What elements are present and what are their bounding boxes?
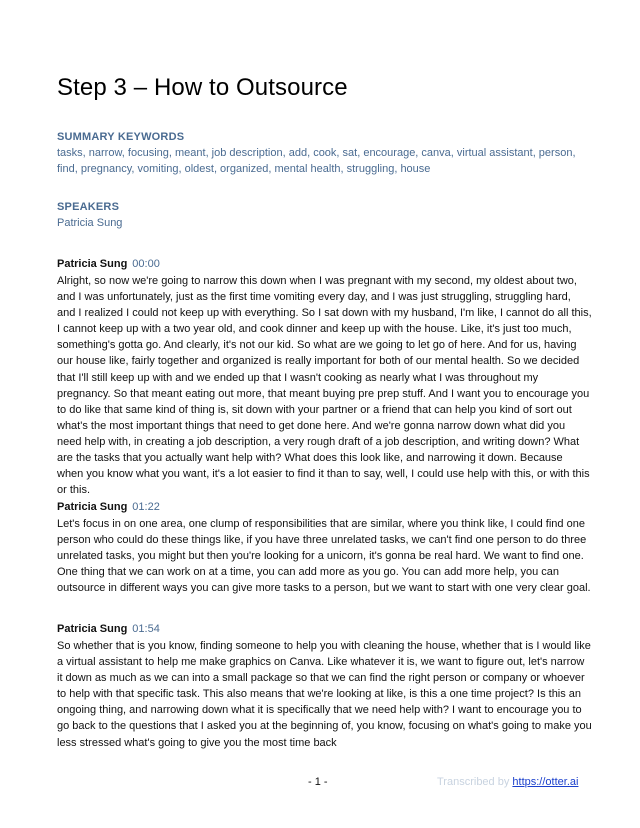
speaker-name: Patricia Sung bbox=[57, 501, 128, 513]
timestamp[interactable]: 00:00 bbox=[132, 258, 160, 270]
summary-keywords-section bbox=[57, 131, 587, 177]
timestamp[interactable]: 01:22 bbox=[132, 501, 160, 513]
transcription-credit bbox=[437, 776, 578, 788]
speakers-list: Patricia Sung bbox=[57, 217, 123, 229]
transcript-turn bbox=[57, 621, 592, 751]
page-footer bbox=[0, 776, 640, 792]
transcript-turn bbox=[57, 256, 592, 498]
summary-keywords-label: SUMMARY KEYWORDS bbox=[57, 131, 185, 143]
transcript-turn bbox=[57, 499, 592, 596]
credit-prefix: Transcribed by bbox=[437, 776, 510, 788]
summary-keywords-list: tasks, narrow, focusing, meant, job description, add, cook, sat, encourage, canva, virtual assistant, person, find, pregnancy, vomiting, oldest, organized, mental health, struggling, house bbox=[57, 147, 576, 175]
speakers-label: SPEAKERS bbox=[57, 201, 120, 213]
turn-text: Alright, so now we're going to narrow this down when I was pregnant with my second, my oldest about two, and I was unfortunately, just as the first time vomiting every day, and I was just struggling, struggling hard, and I realized I could not keep up with everything. So I sat down with my husband, I'm like, I cannot do all this, I cannot keep up with a two year old, and cook dinner and keep up with the house. Like, it's just too much, something's gotta go. And clearly, it's not our kid. So what are we going to let go of here. And for us, having our house like, fairly together and organized is really important for both of our mental health. So we decided that I'll still keep up with and we ended up that I wasn't cooking as nearly what I was throughout my pregnancy. So that meant eating out more, that meant buying pre prep stuff. And I want you to encourage you to do like that same kind of thing is, sit down with your partner or a friend that can help you kind of sort out what's the most important things that need to get done here. And we're gonna narrow down what did you need help with, in creating a job description, a very rough draft of a job description, and writing down? What are the tasks that you actually want help with? What does this look like, and narrowing it down. Because when you know what you want, it's a lot easier to find it than to say, well, I could use help with this, or with this or this. bbox=[57, 275, 592, 497]
speaker-name: Patricia Sung bbox=[57, 258, 128, 270]
turn-text: Let's focus in on one area, one clump of responsibilities that are similar, where you think like, I could find one person who could do these things like, if you have three unrelated tasks, we can't find one person to do three unrelated tasks, you might but then you're looking for a unicorn, it's gonna be real hard. We want to find one. One thing that we can work on at a time, you can add more as you go. You can add more help, you can outsource in different ways you can give more tasks to a person, but we want to start with one very clear goal. bbox=[57, 518, 591, 595]
document-title: Step 3 – How to Outsource bbox=[57, 74, 348, 101]
page-number: - 1 - bbox=[308, 776, 328, 788]
turn-header bbox=[57, 621, 592, 637]
turn-header bbox=[57, 499, 592, 515]
turn-header bbox=[57, 256, 592, 272]
speaker-name: Patricia Sung bbox=[57, 623, 128, 635]
turn-text: So whether that is you know, finding someone to help you with cleaning the house, whether that is I would like a virtual assistant to help me make graphics on Canva. Like whatever it is, we want to figure out, let's narrow it down as much as we can into a small package so that we can find the right person or company or whoever to help with that specific task. This also means that we're looking at like, is this a one time project? Is this an ongoing thing, and narrowing down what it is specifically that we need help with? I want to encourage you to go back to the questions that I asked you at the beginning of, you know, focusing on what's going to make you less stressed what's going to give you the most time back bbox=[57, 640, 592, 749]
otter-link[interactable]: https://otter.ai bbox=[512, 776, 579, 788]
timestamp[interactable]: 01:54 bbox=[132, 623, 160, 635]
speakers-section bbox=[57, 201, 587, 231]
